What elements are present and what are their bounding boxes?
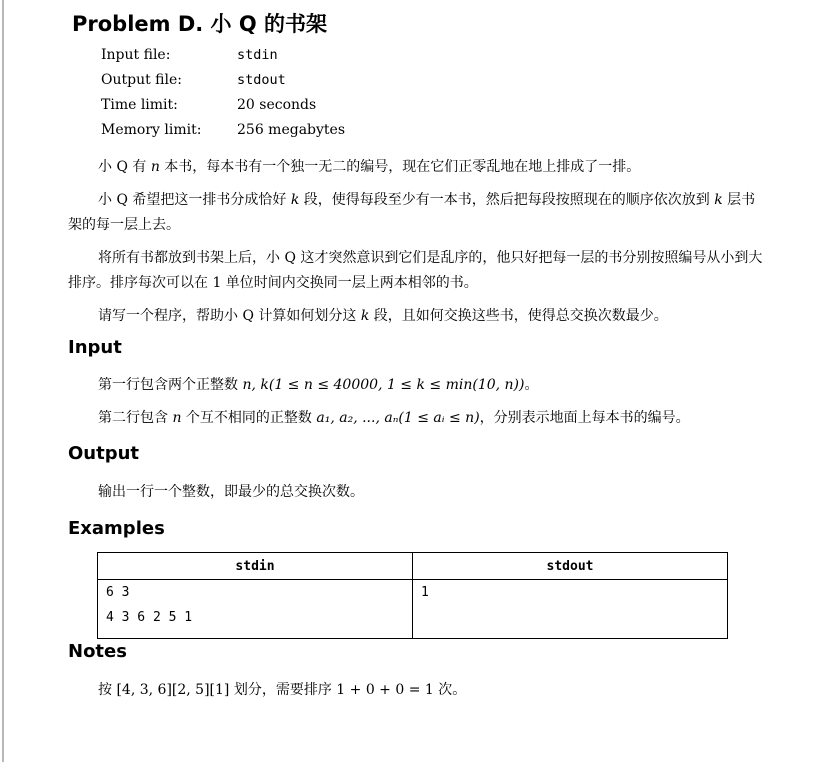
input-section: [68, 373, 768, 431]
statement-paragraph: 请写一个程序，帮助小 Q 计算如何划分这 k 段，且如何交换这些书，使得总交换次数最少。: [98, 308, 668, 324]
meta-memory-limit: [101, 122, 345, 147]
examples-header-row: [98, 553, 728, 580]
examples-heading: Examples: [68, 518, 165, 539]
notes-text: 按 [4, 3, 6][2, 5][1] 划分，需要排序 1 + 0 + 0 = 1 次。: [98, 682, 467, 698]
meta-time-limit: [101, 97, 345, 122]
notes-section: [68, 678, 768, 703]
input-line-2: 第二行包含 n 个互不相同的正整数 a₁, a₂, ..., aₙ(1 ≤ aᵢ ≤ n)，分别表示地面上每本书的编号。: [98, 410, 690, 426]
statement-paragraph: 小 Q 有 n 本书，每本书有一个独一无二的编号，现在它们正零乱地在地上排成了一排。: [98, 159, 641, 175]
statement: [68, 155, 768, 329]
output-heading: Output: [68, 443, 140, 464]
examples-table: [97, 552, 728, 639]
meta-value: 20 seconds: [237, 97, 317, 113]
output-section: [68, 480, 768, 505]
stdin-column-header: stdin: [98, 553, 413, 580]
example-stdout: [413, 580, 728, 639]
examples-row: [98, 580, 728, 639]
meta-key: Time limit:: [101, 97, 178, 113]
meta-key: Memory limit:: [101, 122, 202, 138]
input-line-1: 第一行包含两个正整数 n, k(1 ≤ n ≤ 40000, 1 ≤ k ≤ min(10, n))。: [98, 377, 539, 393]
output-text: 输出一行一个整数，即最少的总交换次数。: [98, 484, 364, 500]
meta-key: Input file:: [101, 47, 171, 63]
stdin-line: 6 3: [106, 585, 130, 600]
problem-meta: [101, 47, 345, 147]
meta-output-file: [101, 72, 345, 97]
statement-paragraph: 小 Q 希望把这一排书分成恰好 k 段，使得每段至少有一本书，然后把每段按照现在的顺序依次放到 k 层书架的每一层上去。: [68, 192, 756, 233]
example-stdin: [98, 580, 413, 639]
notes-heading: Notes: [68, 641, 127, 662]
meta-input-file: [101, 47, 345, 72]
problem-title: Problem D. 小 Q 的书架: [72, 12, 328, 36]
stdout-line: 1: [421, 585, 429, 600]
meta-value: 256 megabytes: [237, 122, 346, 138]
meta-value: stdin: [237, 47, 278, 63]
stdin-line: 4 3 6 2 5 1: [106, 610, 193, 625]
statement-paragraph: 将所有书都放到书架上后，小 Q 这才突然意识到它们是乱序的，他只好把每一层的书分别按照编号从小到大排序。排序每次可以在 1 单位时间内交换同一层上两本相邻的书。: [68, 250, 763, 291]
meta-value: stdout: [237, 72, 286, 88]
stdout-column-header: stdout: [413, 553, 728, 580]
page-left-border: [2, 0, 4, 762]
input-heading: Input: [68, 337, 122, 358]
meta-key: Output file:: [101, 72, 182, 88]
